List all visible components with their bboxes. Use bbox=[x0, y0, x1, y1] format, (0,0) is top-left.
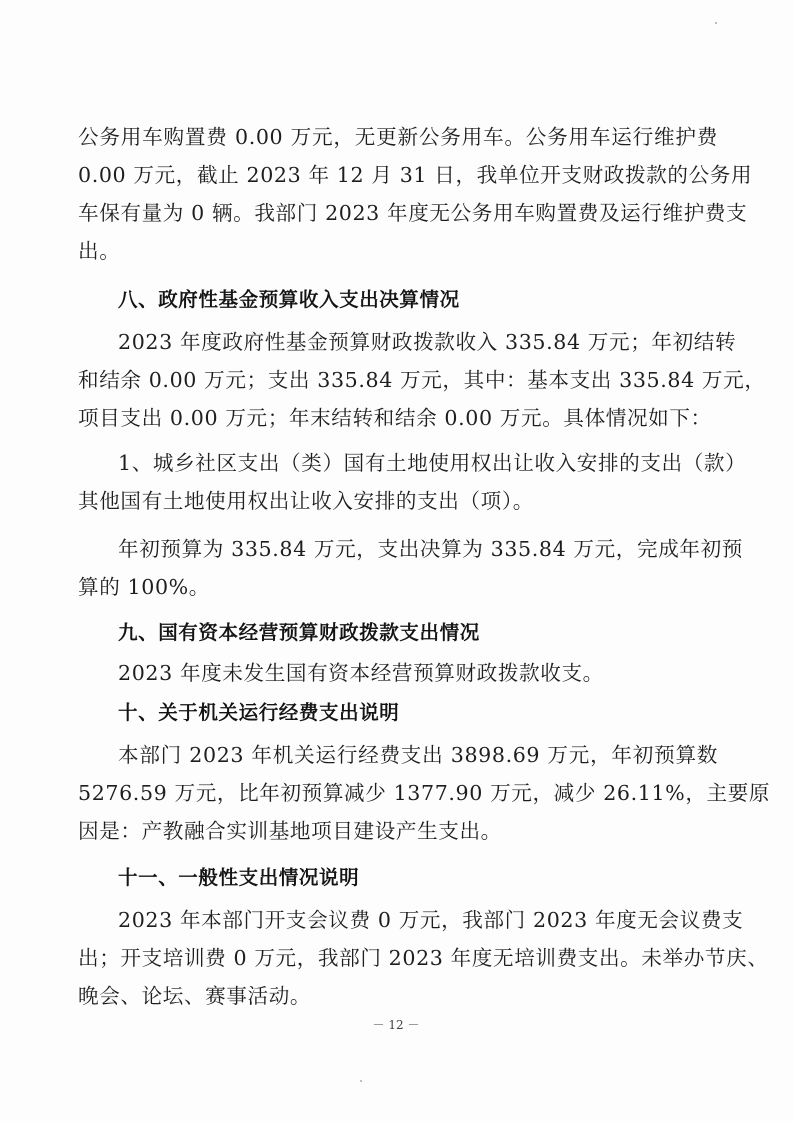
text-line: 车保有量为 0 辆。我部门 2023 年度无公务用车购置费及运行维护费支 bbox=[78, 201, 748, 225]
text-line: 晚会、论坛、赛事活动。 bbox=[78, 984, 312, 1008]
section-heading-9: 九、国有资本经营预算财政拨款支出情况 bbox=[118, 621, 480, 644]
text-line: 2023 年度政府性基金预算财政拨款收入 335.84 万元；年初结转 bbox=[118, 330, 737, 354]
text-line: 本部门 2023 年机关运行经费支出 3898.69 万元，年初预算数 bbox=[118, 743, 718, 767]
scan-dot bbox=[360, 1080, 362, 1082]
text-line: 公务用车购置费 0.00 万元，无更新公务用车。公务用车运行维护费 bbox=[78, 125, 718, 149]
text-line: 出。 bbox=[78, 239, 121, 263]
section-heading-8: 八、政府性基金预算收入支出决算情况 bbox=[118, 288, 460, 311]
text-line: 其他国有土地使用权出让收入安排的支出（项）。 bbox=[78, 489, 534, 513]
section-heading-11: 十一、一般性支出情况说明 bbox=[118, 866, 360, 889]
text-line: 出；开支培训费 0 万元，我部门 2023 年度无培训费支出。未举办节庆、 bbox=[78, 946, 769, 970]
page-number: － 12 － bbox=[372, 1018, 420, 1032]
text-line: 1、城乡社区支出（类）国有土地使用权出让收入安排的支出（款） bbox=[118, 451, 747, 475]
text-line: 项目支出 0.00 万元；年末结转和结余 0.00 万元。具体情况如下： bbox=[78, 406, 712, 430]
text-line: 算的 100%。 bbox=[78, 575, 211, 599]
text-line: 因是：产教融合实训基地项目建设产生支出。 bbox=[78, 819, 502, 843]
text-line: 5276.59 万元，比年初预算减少 1377.90 万元，减少 26.11%，主要原 bbox=[78, 781, 771, 805]
text-line: 2023 年本部门开支会议费 0 万元，我部门 2023 年度无会议费支 bbox=[118, 908, 744, 932]
text-line: 年初预算为 335.84 万元，支出决算为 335.84 万元，完成年初预 bbox=[118, 537, 743, 561]
scan-dot bbox=[715, 22, 717, 24]
section-heading-10: 十、关于机关运行经费支出说明 bbox=[118, 701, 400, 724]
text-line: 2023 年度未发生国有资本经营预算财政拨款收支。 bbox=[118, 661, 604, 685]
text-line: 和结余 0.00 万元；支出 335.84 万元，其中：基本支出 335.84 万元， bbox=[78, 368, 766, 392]
text-line: 0.00 万元，截止 2023 年 12 月 31 日，我单位开支财政拨款的公务用 bbox=[78, 163, 753, 187]
